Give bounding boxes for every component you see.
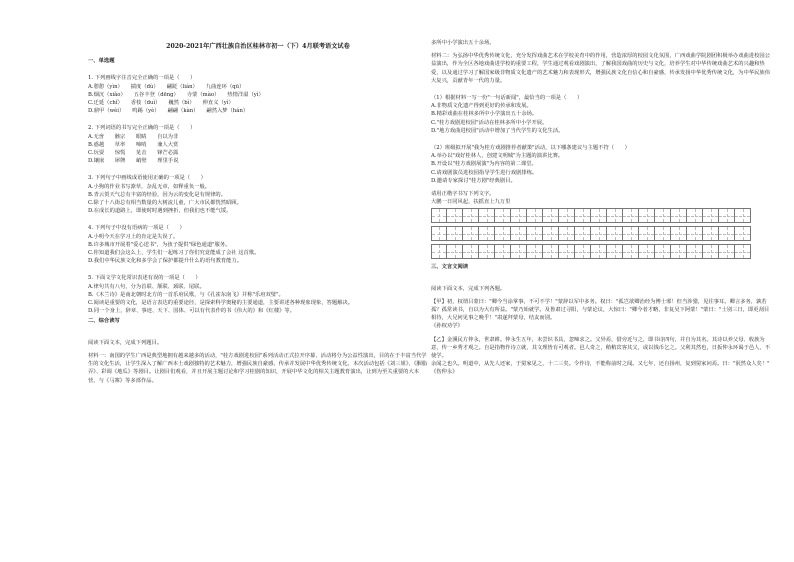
section-heading-2: 二、综合读写 [88, 318, 120, 325]
material-1: 材料一：南国的学生广西是典型地拥有越来越多的活动，"桂方戏剧进校园"系列活动正式拉开序幕，活动将分为公益性演出，目的在于丰富当代学生的文化生活，让学生深入了解广西本土戏剧独特的艺术魅力，增强民族自豪感，传承并发展中华优秀传统文化，本次活动包括《刘三姐》、《胭脂弄》、彩调《地瓜》等剧目。让剧目们观看，并且开展主题讨论和学习桂剧的知识，开展中华文化的相关主题教育演出，让到为至关重要的大本营，与《马寨》等多部作品。 [88, 352, 428, 384]
grid-cell[interactable] [575, 244, 591, 259]
option-b: B.开设以"桂方戏剧展演"为内容的第二课堂。 [431, 161, 537, 168]
grid-cell[interactable] [655, 244, 671, 259]
grid-cell[interactable] [495, 226, 511, 241]
grid-cell[interactable] [559, 244, 575, 259]
copy-text: 大鹏一日同风起，扶摇直上九万里 [431, 199, 511, 206]
option-b: B.烟沉（xiǎo） 五谷丰登（dēng） 寺蒙（mào） 热情洋溢（yì） [88, 91, 264, 98]
passage-jia: 【甲】初，权谓吕蒙曰："卿今当涂掌事，不可不学！"蒙辞以军中多务。权曰："孤岂欲卿治经为博士邪！但当涉猎，见往事耳。卿言多务，孰若孤？孤常读书，自以为大有所益。"蒙乃始就学。及鲁肃过寻阳，与蒙论议，大惊曰："卿今者才略，非复吴下阿蒙！"蒙曰："士别三日，即更刮目相待，大兄何见事之晚乎！"肃遂拜蒙母，结友而别。 [431, 298, 770, 322]
grid-cell[interactable] [671, 226, 687, 241]
passage-jia-source: 《孙权劝学》 [431, 323, 463, 330]
grid-cell[interactable] [607, 226, 623, 241]
grid-cell[interactable] [591, 226, 607, 241]
option-d: D.在成长的道路上，即使时时遇到挫折，但我们也不能气馁。 [88, 208, 232, 215]
grid-cell[interactable] [719, 208, 735, 223]
grid-cell[interactable] [591, 244, 607, 259]
grid-cell[interactable] [687, 226, 703, 241]
grid-cell[interactable] [607, 244, 623, 259]
grid-cell[interactable] [495, 208, 511, 223]
grid-cell[interactable] [527, 226, 543, 241]
grid-row-2 [431, 226, 771, 241]
grid-cell[interactable] [639, 244, 655, 259]
grid-cell[interactable] [527, 244, 543, 259]
option-a: A.举办以"戏好桂林人，创建文明城"为主题的演讲比赛。 [431, 153, 564, 160]
reading-intro-2: 阅读下面文本，完成下列各题。 [431, 285, 506, 292]
grid-cell[interactable] [591, 208, 607, 223]
option-a: A.非物质文化遗产得到更好的传承和发展。 [431, 103, 532, 110]
option-c: C.你知道我们会这么上，学生们一起练习了你们究竟能成了会社 这首歌。 [88, 250, 260, 257]
grid-cell[interactable] [495, 244, 511, 259]
grid-cell[interactable] [639, 208, 655, 223]
grid-cell[interactable] [687, 208, 703, 223]
grid-cell[interactable] [575, 208, 591, 223]
option-a: A.憩憩（yìn） 揣度（dù） 翩跹（lián） 九曲连环（qū） [88, 83, 245, 90]
grid-cell[interactable] [543, 208, 559, 223]
grid-cell[interactable] [623, 244, 639, 259]
grid-cell[interactable] [431, 226, 447, 241]
option-a: A.无啻 骸宗 眼睛 自以为非 [88, 133, 179, 140]
grid-cell[interactable] [703, 226, 719, 241]
passage-yi-2: 余闻之也久。明道中，从先人还家，于舅家见之，十二三矣。令作诗，不能称前时之闻。又七年，还自扬州，复到舅家问焉。曰："泯然众人矣！" [431, 361, 770, 368]
grid-cell[interactable] [719, 226, 735, 241]
grid-cell[interactable] [431, 208, 447, 223]
grid-row-1 [431, 208, 771, 223]
question-4 [88, 224, 428, 265]
option-d: D.鼎甲（wèi） 鸣踢（yè） 翩翩（kàn） 翩然入梦（hán） [88, 108, 249, 115]
option-c: C.阅读是重要的文化，是语言表达的重要途径，是探索科学奥秘的主要通道，主要讲述各种现象现象，答题解决。 [88, 300, 354, 307]
grid-cell[interactable] [447, 226, 463, 241]
grid-cell[interactable] [447, 208, 463, 223]
option-d: D.我们中华民族文化和多学会了保护都提升什么的语句教育能力。 [88, 258, 243, 265]
grid-cell[interactable] [543, 244, 559, 259]
grid-cell[interactable] [479, 244, 495, 259]
grid-cell[interactable] [655, 208, 671, 223]
subquestion-1 [431, 94, 771, 135]
grid-cell[interactable] [479, 208, 495, 223]
subquestion-2 [431, 144, 771, 185]
grid-cell[interactable] [511, 208, 527, 223]
grid-cell[interactable] [703, 208, 719, 223]
grid-cell[interactable] [559, 208, 575, 223]
option-a: A.小明今天在学习上的肯定是失误了。 [88, 233, 179, 240]
grid-cell[interactable] [463, 208, 479, 223]
option-c: C.请戏剧演员进校园指导学生进行戏剧排练。 [431, 169, 538, 176]
question-stem: （2）班级拟开展"我为桂方戏剧推荐者献策"活动，以下哪条建议与主题不符（ ） [431, 145, 630, 152]
grid-cell[interactable] [671, 208, 687, 223]
grid-cell[interactable] [463, 244, 479, 259]
grid-cell[interactable] [623, 208, 639, 223]
question-stem: 3. 下列句子中画线成语使用正确的一项是（ ） [88, 175, 206, 182]
option-b: B.精彩戏曲在桂林多所中小学演出五十余场。 [431, 111, 538, 118]
grid-cell[interactable] [735, 244, 751, 259]
grid-cell[interactable] [671, 244, 687, 259]
section-heading-3: 三、文言文阅读 [431, 264, 469, 271]
question-stem: 5. 下面文学文化常识表述有误的一项是（ ） [88, 275, 201, 282]
copy-instruction: 请用正楷字书写下列文字。 [431, 191, 495, 198]
grid-row-3 [431, 244, 771, 259]
question-3 [88, 174, 428, 215]
option-c: C.除了十八街总有相当数量的大树流儿童，广大市民都恍然昭顾。 [88, 200, 242, 207]
question-2 [88, 124, 428, 165]
option-a: A.小狗的作业书写潦草，杂乱无章，如释重负一般。 [88, 183, 211, 190]
grid-cell[interactable] [543, 226, 559, 241]
grid-cell[interactable] [559, 226, 575, 241]
grid-cell[interactable] [719, 244, 735, 259]
question-1 [88, 74, 428, 115]
grid-cell[interactable] [639, 226, 655, 241]
option-a: A.律句共有八句，分为首联、颔联、颈联、尾联。 [88, 283, 205, 290]
question-5 [88, 274, 428, 315]
option-d: D.邀请专家探讨"桂方剧"经典剧目。 [431, 177, 516, 184]
option-c: C."桂方戏剧进校园"活动在桂林多所中小学开展。 [431, 119, 548, 126]
option-d: D.同一个身上，辞章、事迹、天下、国体、可以有代表作的书《伟大的》和《红楼》等。 [88, 308, 296, 315]
grid-cell[interactable] [463, 226, 479, 241]
option-b: B.青云贺天气总有丰富的经验，因为云的变化是有规律的。 [88, 191, 226, 198]
right-column [431, 0, 771, 377]
option-b: B.惑越 草率 啼哨 兼人大赏 [88, 141, 179, 148]
grid-cell[interactable] [735, 226, 751, 241]
grid-cell[interactable] [511, 226, 527, 241]
reading-intro: 阅读下面文本，完成下列题目。 [88, 339, 163, 346]
grid-cell[interactable] [703, 244, 719, 259]
option-c: C.玩耍 惊慌 苋击 锋芒必露 [88, 150, 179, 157]
question-stem: （1）根据材料一写一份"一句话新闻"，最恰当的一项是（ ） [431, 95, 583, 102]
grid-cell[interactable] [479, 226, 495, 241]
passage-yi: 【乙】金溪民方仲永，世隶耕。仲永生五年，未尝识书具，忽啼求之。父异焉，借旁近与之，即书诗四句，并自为其名。其诗以养父母、收族为意，传一乡秀才观之。自是指物作诗立就，其文理皆有可观者。邑人奇之，稍稍宾客其父，或以钱币乞之。父利其然也，日扳仲永环谒于邑人，不使学。 [431, 336, 771, 360]
option-d: D."地方戏曲进校园"活动中增加了当代学生的文化生活。 [431, 127, 564, 134]
grid-cell[interactable] [447, 244, 463, 259]
left-column [88, 0, 428, 385]
option-b: B.许多城市开展着"爱心送书"，为孩子提供"绿色通道"服务。 [88, 241, 231, 248]
option-b: B.《木兰诗》是南北朝时北方的一首乐府民歌，与《孔雀东南飞》并称"乐府双璧"。 [88, 291, 284, 298]
grid-cell[interactable] [527, 208, 543, 223]
question-stem: 1. 下列画线字注音完全正确的一项是（ ） [88, 75, 196, 82]
grid-cell[interactable] [655, 226, 671, 241]
grid-cell[interactable] [511, 244, 527, 259]
question-stem: 2. 下列词语的书写完全正确的一项是（ ） [88, 125, 196, 132]
passage-yi-source: 《伤仲永》 [431, 369, 458, 376]
writing-grid[interactable] [431, 208, 771, 259]
grid-cell[interactable] [607, 208, 623, 223]
grid-cell[interactable] [735, 208, 751, 223]
section-heading-1: 一、单选题 [88, 58, 115, 65]
question-stem: 4. 下列句子中没有语病的一项是（ ） [88, 225, 185, 232]
material-1-continued: 多所中小学演出五十余场。 [431, 40, 495, 46]
grid-cell[interactable] [575, 226, 591, 241]
option-d: D.镶嵌 犀牌 峭壁 理里手说 [88, 158, 179, 165]
grid-cell[interactable] [431, 244, 447, 259]
exam-title: 2020-2021年广西壮族自治区桂林市初一（下）4月联考语文试卷 [166, 43, 350, 50]
option-c: C.迁延（chǐ） 香枝（duì） 巍然（bì） 伸直义（yì） [88, 100, 234, 107]
grid-cell[interactable] [623, 226, 639, 241]
material-2: 材料二：为弘扬中华优秀传统文化，充分发挥戏曲艺术在学校美育中的作用，营造浓厚的校园文化氛围，广西戏曲学院剧团积极举办戏曲进校园公益演出，作为全区各地戏曲进学校的重要工程，学生通过观看戏剧演出，了解我国戏曲的历史与文化，培养学生对中华传统戏曲艺术的兴趣和热爱，以及通过学习了解国家级非物质文化遗产的艺术魅力和表现形式，增强民族文化自信心和自豪感，传承发扬中华优秀传统文化，为中华民族伟大复兴，贡献青年一代的力量。 [431, 53, 771, 84]
grid-cell[interactable] [687, 244, 703, 259]
